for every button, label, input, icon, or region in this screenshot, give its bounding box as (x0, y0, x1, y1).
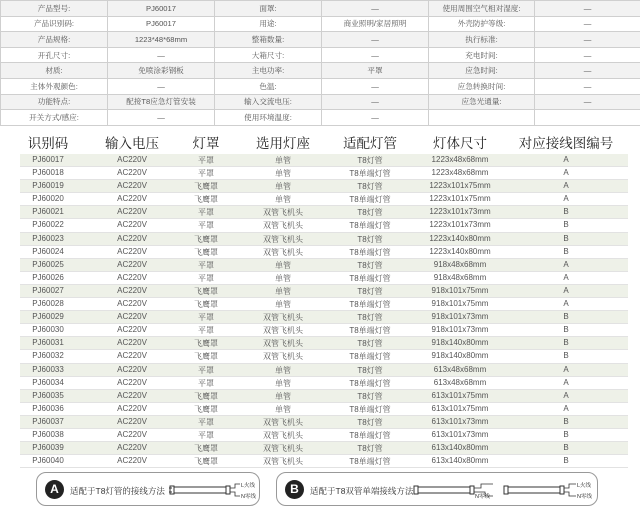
table-row (20, 377, 628, 390)
cell-voltage: AC220V (117, 299, 147, 309)
cell-tube: T8单端灯管 (349, 247, 391, 257)
spec-row (1, 78, 640, 94)
cell-tube: T8单端灯管 (349, 378, 391, 388)
cell-id: PJ60037 (32, 416, 64, 426)
table-row (20, 167, 628, 180)
spec-value: — (322, 78, 429, 94)
cell-id: PJ60030 (32, 325, 64, 335)
cell-tube: T8灯管 (357, 339, 383, 349)
cell-id: PJ60032 (32, 351, 64, 361)
spec-row (1, 63, 640, 79)
table-row (20, 416, 628, 429)
cell-tube: T8单端灯管 (349, 195, 391, 205)
cell-shade: 飞鹰罩 (194, 352, 218, 362)
cell-voltage: AC220V (117, 207, 147, 217)
spec-label: 色温: (215, 78, 322, 94)
caption-b: 适配于T8双管单端接线方法 (310, 486, 414, 496)
cell-socket: 单管 (275, 378, 291, 388)
cell-socket: 单管 (275, 273, 291, 283)
cell-voltage: AC220V (117, 429, 147, 439)
cell-diagram: B (563, 233, 569, 243)
cell-voltage: AC220V (117, 456, 147, 466)
spec-value (535, 110, 640, 126)
cell-socket: 单管 (275, 195, 291, 205)
cell-id: PJ60029 (32, 312, 64, 322)
cell-diagram: A (563, 285, 569, 295)
cell-size: 613x101x73mm (431, 416, 489, 426)
spec-value: — (535, 16, 640, 32)
wiring-diagram-a (36, 472, 260, 506)
table-row (20, 324, 628, 337)
cell-size: 613x140x80mm (431, 456, 489, 466)
cell-id: PJ60019 (32, 181, 64, 191)
spec-label: 应急时间: (429, 63, 535, 79)
cell-shade: 飞鹰罩 (194, 182, 218, 192)
col-header-id: 识别码 (27, 136, 69, 151)
cell-shade: 平罩 (198, 417, 214, 427)
cell-voltage: AC220V (117, 351, 147, 361)
cell-diagram: B (563, 416, 569, 426)
spec-label: 功能特点: (1, 94, 108, 110)
cell-tube: T8灯管 (357, 286, 383, 296)
spec-value: — (108, 110, 215, 126)
cell-tube: T8灯管 (357, 391, 383, 401)
cell-tube: T8灯管 (357, 417, 383, 427)
cell-shade: 飞鹰罩 (194, 286, 218, 296)
spec-value: — (322, 94, 429, 110)
spec-value: 商业照明/家居照明 (322, 16, 429, 32)
cell-tube: T8灯管 (357, 156, 383, 165)
cell-socket: 双管飞机头 (263, 339, 303, 349)
cell-size: 918x101x75mm (431, 285, 489, 295)
cell-diagram: B (563, 325, 569, 335)
cell-socket: 单管 (275, 300, 291, 310)
badge-a: A (45, 480, 64, 499)
spec-value: — (535, 47, 640, 63)
table-row (20, 246, 628, 259)
spec-label: 产品规格: (1, 32, 108, 48)
cell-voltage: AC220V (117, 390, 147, 400)
cell-diagram: A (563, 168, 569, 178)
cell-size: 613x101x73mm (431, 429, 489, 439)
cell-tube: T8单端灯管 (349, 430, 391, 440)
table-row (20, 298, 628, 311)
col-header-size: 灯体尺寸 (433, 136, 487, 151)
spec-label: 面罩: (215, 1, 322, 17)
cell-socket: 双管飞机头 (263, 326, 303, 336)
cell-voltage: AC220V (117, 443, 147, 453)
cell-id: PJ60021 (32, 207, 64, 217)
cell-id: PJ60027 (32, 285, 64, 295)
cell-socket: 单管 (275, 404, 291, 414)
cell-size: 1223x101x73mm (429, 220, 491, 230)
spec-label: 主电功率: (215, 63, 322, 79)
cell-tube: T8单端灯管 (349, 273, 391, 283)
cell-socket: 单管 (275, 260, 291, 270)
spec-value: 免喷涂彩钢板 (108, 63, 215, 79)
cell-voltage: AC220V (117, 259, 147, 269)
spec-label: 产品识别码: (1, 16, 108, 32)
table-row (20, 350, 628, 363)
cell-size: 918x140x80mm (431, 351, 489, 361)
cell-socket: 双管飞机头 (263, 234, 303, 244)
cell-size: 918x48x68mm (433, 272, 487, 282)
table-row (20, 193, 628, 206)
spec-label: 外壳防护等级: (429, 16, 535, 32)
cell-id: PJ60017 (32, 155, 64, 164)
wire-label-l-b: L火线 (577, 483, 592, 489)
spec-label: 应急光通量: (429, 94, 535, 110)
cell-id: PJ60040 (32, 456, 64, 466)
table-row (20, 154, 628, 167)
table-row (20, 390, 628, 403)
cell-id: PJ60039 (32, 443, 64, 453)
cell-id: PJ60026 (32, 272, 64, 282)
spec-row (1, 94, 640, 110)
cell-diagram: B (563, 338, 569, 348)
cell-id: PJ60034 (32, 377, 64, 387)
cell-diagram: B (563, 351, 569, 361)
cell-id: PJ60036 (32, 403, 64, 413)
cell-tube: T8单端灯管 (349, 300, 391, 310)
spec-value: 平罩 (322, 63, 429, 79)
table-row (20, 442, 628, 455)
spec-label: 用途: (215, 16, 322, 32)
spec-label: 使用周围空气相对湿度: (429, 1, 535, 17)
cell-diagram: B (563, 246, 569, 256)
cell-shade: 飞鹰罩 (194, 195, 218, 205)
cell-voltage: AC220V (117, 338, 147, 348)
spec-row (1, 110, 640, 126)
spec-label (429, 110, 535, 126)
cell-id: PJ60024 (32, 246, 64, 256)
cell-shade: 平罩 (198, 378, 214, 388)
cell-socket: 双管飞机头 (263, 417, 303, 427)
cell-tube: T8灯管 (357, 208, 383, 218)
cell-size: 918x140x80mm (431, 338, 489, 348)
spec-value: PJ60017 (108, 16, 215, 32)
cell-size: 1223x101x75mm (429, 181, 491, 191)
cell-tube: T8单端灯管 (349, 169, 391, 179)
spec-table (0, 0, 640, 126)
cell-shade: 飞鹰罩 (194, 391, 218, 401)
cell-tube: T8单端灯管 (349, 404, 391, 414)
cell-diagram: A (563, 377, 569, 387)
spec-label: 执行标准: (429, 32, 535, 48)
cell-voltage: AC220V (117, 194, 147, 204)
cell-shade: 飞鹰罩 (194, 247, 218, 257)
cell-shade: 平罩 (198, 313, 214, 323)
spec-label: 主体外观颜色: (1, 78, 108, 94)
spec-label: 材质: (1, 63, 108, 79)
cell-shade: 平罩 (198, 430, 214, 440)
spec-label: 应急转换时间: (429, 78, 535, 94)
caption-a: 适配于T8灯管的接线方法 (70, 486, 165, 496)
cell-id: PJ60022 (32, 220, 64, 230)
cell-size: 1223x101x73mm (429, 207, 491, 217)
cell-voltage: AC220V (117, 377, 147, 387)
spec-value: — (322, 110, 429, 126)
cell-voltage: AC220V (117, 285, 147, 295)
cell-socket: 单管 (275, 169, 291, 179)
cell-diagram: A (563, 364, 569, 374)
cell-tube: T8灯管 (357, 365, 383, 375)
badge-b: B (285, 480, 304, 499)
cell-tube: T8灯管 (357, 313, 383, 323)
cell-id: PJ60028 (32, 299, 64, 309)
cell-shade: 平罩 (198, 156, 214, 165)
cell-voltage: AC220V (117, 233, 147, 243)
spec-label: 使用环境温度: (215, 110, 322, 126)
cell-voltage: AC220V (117, 312, 147, 322)
cell-shade: 飞鹰罩 (194, 404, 218, 414)
spec-value: — (108, 47, 215, 63)
cell-id: PJ60038 (32, 429, 64, 439)
cell-voltage: AC220V (117, 168, 147, 178)
cell-size: 918x101x75mm (431, 299, 489, 309)
cell-socket: 单管 (275, 286, 291, 296)
cell-size: 613x101x75mm (431, 403, 489, 413)
cell-size: 1223x140x80mm (429, 233, 491, 243)
cell-shade: 平罩 (198, 208, 214, 218)
cell-diagram: A (563, 390, 569, 400)
table-row (20, 272, 628, 285)
wiring-diagram-b (276, 472, 598, 506)
cell-diagram: B (563, 220, 569, 230)
cell-socket: 单管 (275, 156, 291, 165)
cell-voltage: AC220V (117, 220, 147, 230)
cell-id: PJ60018 (32, 168, 64, 178)
cell-shade: 平罩 (198, 365, 214, 375)
cell-diagram: A (563, 181, 569, 191)
table-row (20, 285, 628, 298)
wire-label-l-a: L火线 (241, 483, 256, 489)
cell-id: PJ60023 (32, 233, 64, 243)
cell-diagram: B (563, 443, 569, 453)
cell-size: 613x48x68mm (433, 377, 487, 387)
cell-tube: T8单端灯管 (349, 457, 391, 467)
cell-shade: 飞鹰罩 (194, 444, 218, 454)
spec-row (1, 1, 640, 17)
cell-socket: 双管飞机头 (263, 313, 303, 323)
single-tube-lamp-icon (169, 481, 241, 499)
cell-diagram: B (563, 312, 569, 322)
cell-diagram: B (563, 429, 569, 439)
spec-label: 充电时间: (429, 47, 535, 63)
cell-diagram: B (563, 207, 569, 217)
cell-diagram: A (563, 299, 569, 309)
cell-diagram: A (563, 403, 569, 413)
cell-diagram: A (563, 194, 569, 204)
cell-id: PJ60020 (32, 194, 64, 204)
spec-label: 产品型号: (1, 1, 108, 17)
cell-shade: 平罩 (198, 326, 214, 336)
wire-label-n-b2: N零线 (577, 494, 592, 500)
spec-value: — (535, 63, 640, 79)
cell-voltage: AC220V (117, 246, 147, 256)
wire-label-n-b1: N零线 (475, 494, 490, 500)
col-header-tube: 适配灯管 (343, 136, 397, 151)
table-row (20, 364, 628, 377)
cell-socket: 双管飞机头 (263, 208, 303, 218)
cell-id: PJ60031 (32, 338, 64, 348)
cell-shade: 飞鹰罩 (194, 300, 218, 310)
cell-size: 613x48x68mm (433, 364, 487, 374)
cell-voltage: AC220V (117, 272, 147, 282)
cell-shade: 平罩 (198, 221, 214, 231)
table-row (20, 206, 628, 219)
spec-value: 配接T8应急灯管安装 (108, 94, 215, 110)
cell-voltage: AC220V (117, 403, 147, 413)
cell-size: 918x101x73mm (431, 325, 489, 335)
table-row (20, 259, 628, 272)
table-row (20, 403, 628, 416)
table-row (20, 429, 628, 442)
cell-socket: 单管 (275, 365, 291, 375)
table-row (20, 180, 628, 193)
col-header-shade: 灯罩 (192, 136, 220, 151)
spec-value: — (535, 1, 640, 17)
cell-size: 1223x140x80mm (429, 246, 491, 256)
spec-value: PJ60017 (108, 1, 215, 17)
cell-id: PJ60033 (32, 364, 64, 374)
cell-socket: 双管飞机头 (263, 352, 303, 362)
cell-size: 918x101x73mm (431, 312, 489, 322)
column-headers (0, 130, 640, 152)
cell-diagram: A (563, 272, 569, 282)
spec-value: — (322, 32, 429, 48)
cell-size: 1223x101x75mm (429, 194, 491, 204)
table-row (20, 311, 628, 324)
table-row (20, 233, 628, 246)
cell-socket: 双管飞机头 (263, 457, 303, 467)
cell-voltage: AC220V (117, 364, 147, 374)
cell-tube: T8灯管 (357, 234, 383, 244)
cell-shade: 飞鹰罩 (194, 457, 218, 467)
spec-row (1, 32, 640, 48)
product-table (20, 154, 628, 468)
cell-tube: T8单端灯管 (349, 221, 391, 231)
cell-socket: 双管飞机头 (263, 221, 303, 231)
col-header-voltage: 输入电压 (105, 136, 159, 151)
cell-tube: T8灯管 (357, 182, 383, 192)
table-row (20, 337, 628, 350)
spec-label: 整箱数量: (215, 32, 322, 48)
spec-row (1, 16, 640, 32)
cell-size: 613x140x80mm (431, 443, 489, 453)
cell-tube: T8灯管 (357, 260, 383, 270)
spec-label: 开关方式/感应: (1, 110, 108, 126)
cell-id: PJ60025 (32, 259, 64, 269)
cell-shade: 平罩 (198, 260, 214, 270)
spec-value: 1223*48*68mm (108, 32, 215, 48)
spec-value: — (535, 78, 640, 94)
spec-value: — (322, 1, 429, 17)
spec-value: — (535, 94, 640, 110)
cell-size: 918x48x68mm (433, 259, 487, 269)
cell-id: PJ60035 (32, 390, 64, 400)
cell-voltage: AC220V (117, 181, 147, 191)
table-row (20, 219, 628, 232)
cell-tube: T8单端灯管 (349, 352, 391, 362)
cell-socket: 单管 (275, 391, 291, 401)
cell-socket: 双管飞机头 (263, 247, 303, 257)
cell-diagram: A (563, 259, 569, 269)
cell-socket: 单管 (275, 182, 291, 192)
spec-value: — (535, 32, 640, 48)
spec-label: 开孔尺寸: (1, 47, 108, 63)
cell-voltage: AC220V (117, 155, 147, 164)
single-end-tube-lamp-icon-2 (503, 481, 577, 499)
cell-socket: 双管飞机头 (263, 444, 303, 454)
cell-voltage: AC220V (117, 416, 147, 426)
spec-label: 大箱尺寸: (215, 47, 322, 63)
cell-tube: T8灯管 (357, 444, 383, 454)
cell-diagram: A (563, 155, 569, 164)
spec-value: — (322, 47, 429, 63)
cell-voltage: AC220V (117, 325, 147, 335)
spec-value: — (108, 78, 215, 94)
cell-shade: 飞鹰罩 (194, 339, 218, 349)
cell-size: 1223x48x68mm (431, 168, 489, 178)
spec-row (1, 47, 640, 63)
cell-tube: T8单端灯管 (349, 326, 391, 336)
col-header-diagram: 对应接线图编号 (518, 136, 614, 151)
cell-size: 613x101x75mm (431, 390, 489, 400)
cell-shade: 平罩 (198, 169, 214, 179)
cell-size: 1223x48x68mm (431, 155, 489, 164)
wire-label-n-a: N零线 (241, 494, 256, 500)
col-header-socket: 选用灯座 (256, 136, 310, 151)
table-row (20, 455, 628, 468)
spec-label: 输入交流电压: (215, 94, 322, 110)
cell-socket: 双管飞机头 (263, 430, 303, 440)
cell-diagram: B (563, 456, 569, 466)
cell-shade: 平罩 (198, 273, 214, 283)
cell-shade: 飞鹰罩 (194, 234, 218, 244)
